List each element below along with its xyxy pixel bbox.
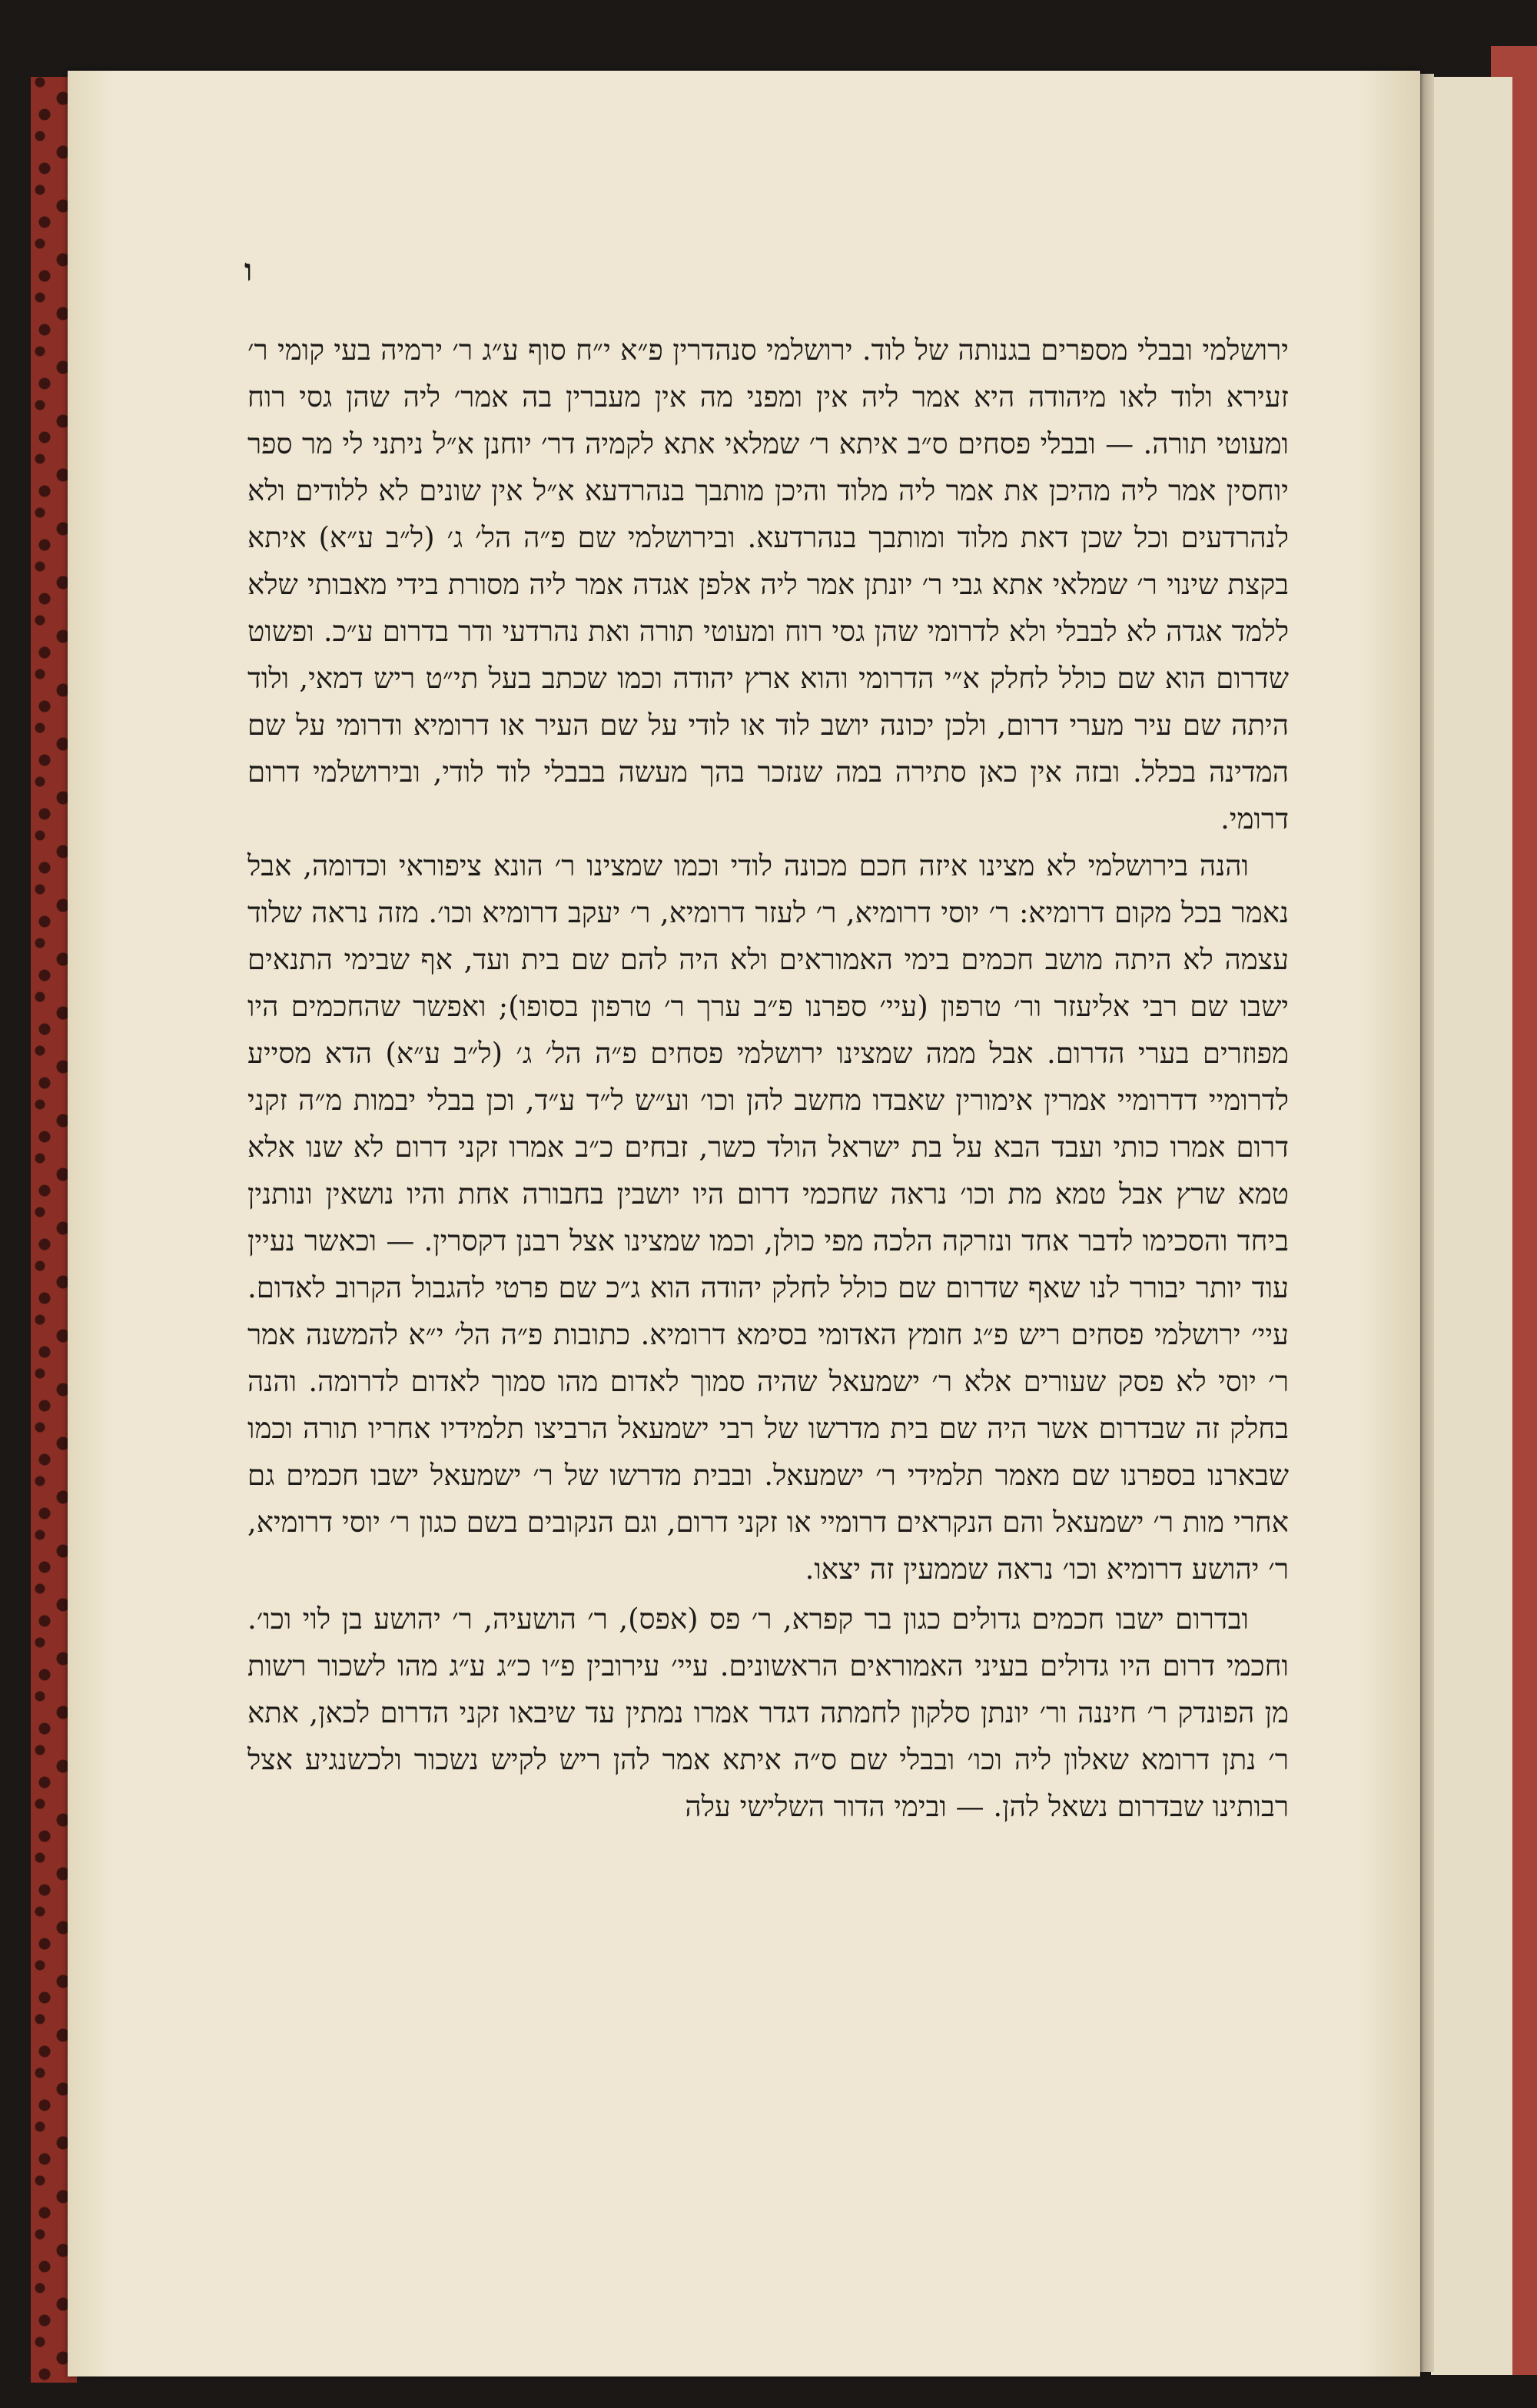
paragraph-3: ובדרום ישבו חכמים גדולים כגון בר קפרא, ר׳ פס (אפס), ר׳ הושעיה, ר׳ יהושע בן לוי וכו׳. וחכמי דרום היו גדולים בעיני האמוראים הראשונים. עיי׳ עירובין פ״ו כ״ג ע״ג מהו לשכור רשות מן הפונדק ר׳ חיננה ור׳ יונתן סלקון לחמתה דגדר אמרו נמתין עד שיבאו זקני הדרום לכאן, אתא ר׳ נתן דרומא שאלון ליה וכו׳ ובבלי שם ס״ה איתא אמר להן ריש לקיש נשכור ולכשנגיע אצל רבותינו שבדרום נשאל להן. — ובימי הדור השלישי עלה xyxy=(247,1603,1289,1823)
page-number: ו xyxy=(244,252,253,288)
page-body-text xyxy=(247,327,1289,1830)
paragraph-1: ירושלמי ובבלי מספרים בגנותה של לוד. ירושלמי סנהדרין פ״א י״ח סוף ע״ג ר׳ ירמיה בעי קומי ר׳ זעירא ולוד לאו מיהודה היא אמר ליה אין ומפני מה אין מעברין בה אמר׳ ליה שהן גסי רוח ומעוטי תורה. — ובבלי פסחים ס״ב איתא ר׳ שמלאי אתא לקמיה דר׳ יוחנן א״ל ניתני לי מר ספר יוחסין אמר ליה מהיכן את אמר ליה מלוד והיכן מותבך בנהרדעא א״ל אין שונים לא ללודים ולא לנהרדעים וכל שכן דאת מלוד ומותבך בנהרדעא. ובירושלמי שם פ״ה הל׳ ג׳ (ל״ב ע״א) איתא בקצת שינוי ר׳ שמלאי אתא גבי ר׳ יונתן אמר ליה אלפן אגדה אמר ליה מסורת בידי מאבותי שלא ללמד אגדה לא לבבלי ולא לדרומי שהן גסי רוח ומעוטי תורה ואת נהרדעי ודר בדרום ע״כ. ופשוט שדרום הוא שם כולל לחלק א״י הדרומי והוא ארץ יהודה וכמו שכתב בעל תי״ט ריש דמאי, ולוד היתה שם עיר מערי דרום, ולכן יכונה יושב לוד או לודי על שם העיר או דרומיא ודרומי על שם המדינה בכלל. ובזה אין כאן סתירה במה שנזכר בהך מעשה בבבלי לוד לודי, ובירושלמי דרום דרומי. xyxy=(247,334,1289,835)
next-page-edge xyxy=(1431,77,1512,2375)
paragraph-2: והנה בירושלמי לא מצינו איזה חכם מכונה לודי וכמו שמצינו ר׳ הונא ציפוראי וכדומה, אבל נאמר בכל מקום דרומיא: ר׳ יוסי דרומיא, ר׳ לעזר דרומיא, ר׳ יעקב דרומיא וכו׳. מזה נראה שלוד עצמה לא היתה מושב חכמים בימי האמוראים ולא היה להם שם בית ועד, אף שבימי התנאים ישבו שם רבי אליעזר ור׳ טרפון (עיי׳ ספרנו פ״ב ערך ר׳ טרפון בסופו); ואפשר שהחכמים היו מפוזרים בערי הדרום. אבל ממה שמצינו ירושלמי פסחים פ״ה הל׳ ג׳ (ל״ב ע״א) הדא מסייע לדרומיי דדרומיי אמרין אימורין שאבדו מחשב להן וכו׳ וע״ש ל״ד ע״ד, וכן בבלי יבמות מ״ה זקני דרום אמרו כותי ועבד הבא על בת ישראל הולד כשר, זבחים כ״ב אמרו זקני דרום לא שנו אלא טמא שרץ אבל טמא מת וכו׳ נראה שחכמי דרום היו יושבין בחבורה אחת והיו נושאין ונותנין ביחד והסכימו לדבר אחד ונזרקה הלכה מפי כולן, וכמו שמצינו אצל רבנן דקסרין. — וכאשר נעיין עוד יותר יבורר לנו שאף שדרום שם כולל לחלק יהודה הוא ג״כ שם פרטי להגבול הקרוב לאדום. עיי׳ ירושלמי פסחים ריש פ״ג חומץ האדומי בסימא דרומיא. כתובות פ״ה הל׳ י״א להמשנה אמר ר׳ יוסי לא פסק שעורים אלא ר׳ ישמעאל שהיה סמוך לאדום מהו סמוך לאדום לדרומה. והנה בחלק זה שבדרום אשר היה שם בית מדרשו של רבי ישמעאל הרביצו תלמידיו אחריו תורה וכמו שבארנו בספרנו שם מאמר תלמידי ר׳ ישמעאל. ובבית מדרשו של ר׳ ישמעאל ישבו חכמים גם אחרי מות ר׳ ישמעאל והם הנקראים דרומיי או זקני דרום, וגם הנקובים בשם כגון ר׳ יוסי דרומיא, ר׳ יהושע דרומיא וכו׳ נראה שממעין זה יצאו. xyxy=(247,849,1289,1586)
